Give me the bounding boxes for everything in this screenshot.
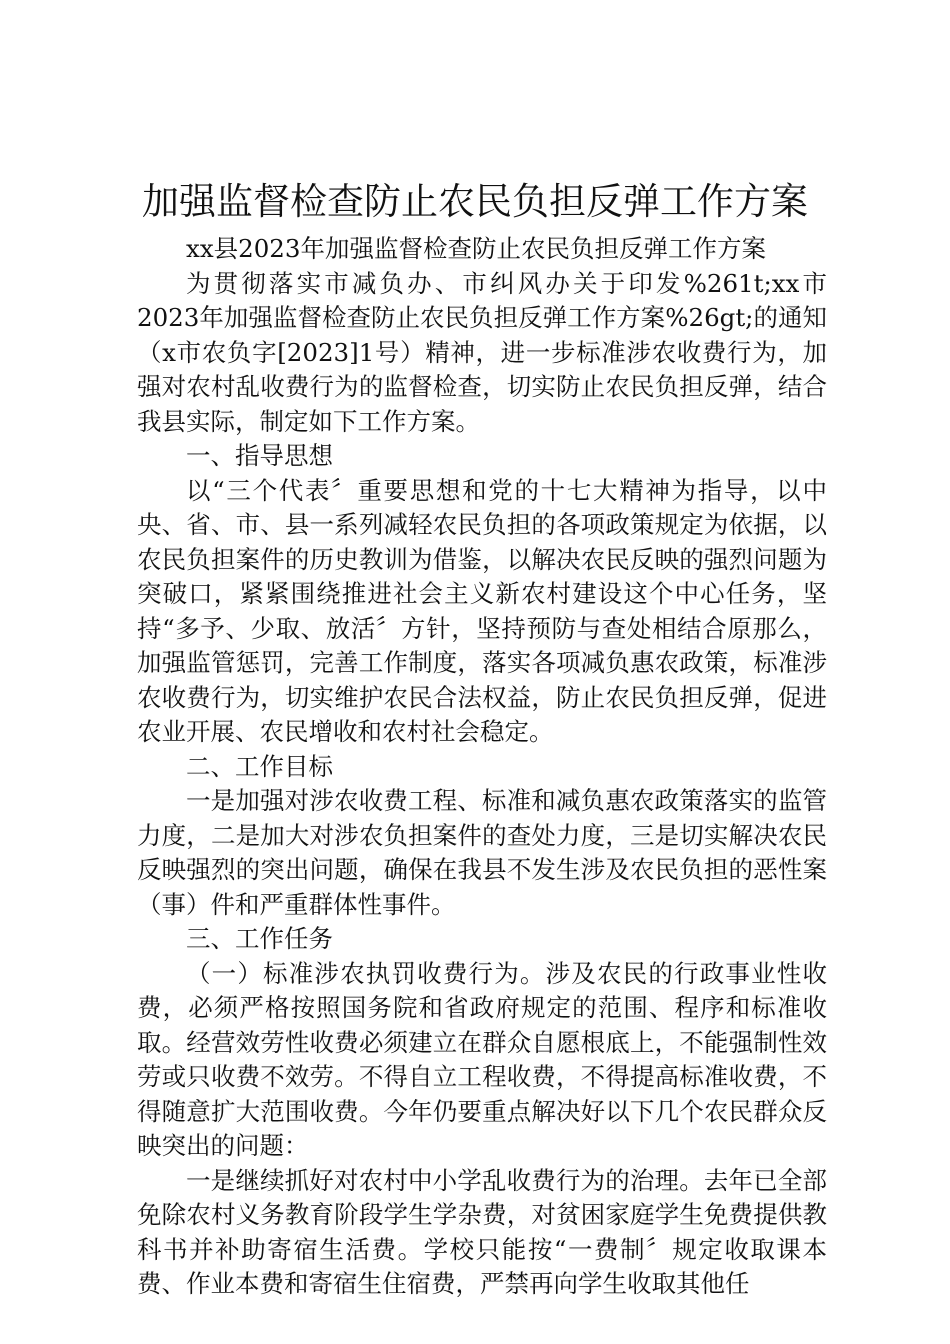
paragraph-guiding-thought: 以“三个代表〞重要思想和党的十七大精神为指导，以中央、省、市、县一系列减轻农民负担的各项政策规定为依据，以农民负担案件的历史教训为借鉴，以解决农民反映的强烈问题为突破口，紧紧围绕推进社会主义新农村建设这个中心任务，坚持“多予、少取、放活〞方针，坚持预防与查处相结合原那么，加强监管惩罚，完善工作制度，落实各项减负惠农政策，标准涉农收费行为，切实维护农民合法权益，防止农民负担反弹，促进农业开展、农民增收和农村社会稳定。 [137,475,827,746]
section-heading-work-tasks: 三、工作任务 [186,924,333,953]
paragraph-task-1: （一）标准涉农执罚收费行为。涉及农民的行政事业性收费，必须严格按照国务院和省政府规定的范围、程序和标准收取。经营效劳性收费必须建立在群众自愿根底上，不能强制性效劳或只收费不效劳。不得自立工程收费，不得提高标准收费，不得随意扩大范围收费。今年仍要重点解决好以下几个农民群众反映突出的问题： [137,958,827,1160]
paragraph-work-goals: 一是加强对涉农收费工程、标准和减负惠农政策落实的监管力度，二是加大对涉农负担案件的查处力度，三是切实解决农民反映强烈的突出问题，确保在我县不发生涉及农民负担的恶性案（事）件和严重群体性事件。 [137,786,827,919]
paragraph-task-1-item-1: 一是继续抓好对农村中小学乱收费行为的治理。去年已全部免除农村义务教育阶段学生学杂费，对贫困家庭学生免费提供教科书并补助寄宿生活费。学校只能按“一费制〞规定收取课本费、作业本费和寄宿生住宿费，严禁再向学生收取其他任 [137,1165,827,1298]
paragraph-subtitle: xx县2023年加强监督检查防止农民负担反弹工作方案 [186,234,766,263]
section-heading-guiding-thought: 一、指导思想 [186,441,333,470]
paragraph-intro: 为贯彻落实市减负办、市纠风办关于印发%261t;xx市2023年加强监督检查防止农民负担反弹工作方案%26gt;的通知（x市农负字[2023]1号）精神，进一步标准涉农收费行为，加强对农村乱收费行为的监督检查，切实防止农民负担反弹，结合我县实际，制定如下工作方案。 [137,268,827,436]
document-title: 加强监督检查防止农民负担反弹工作方案 [142,180,808,223]
document-body [137,232,827,1302]
section-heading-work-goals: 二、工作目标 [186,751,333,781]
